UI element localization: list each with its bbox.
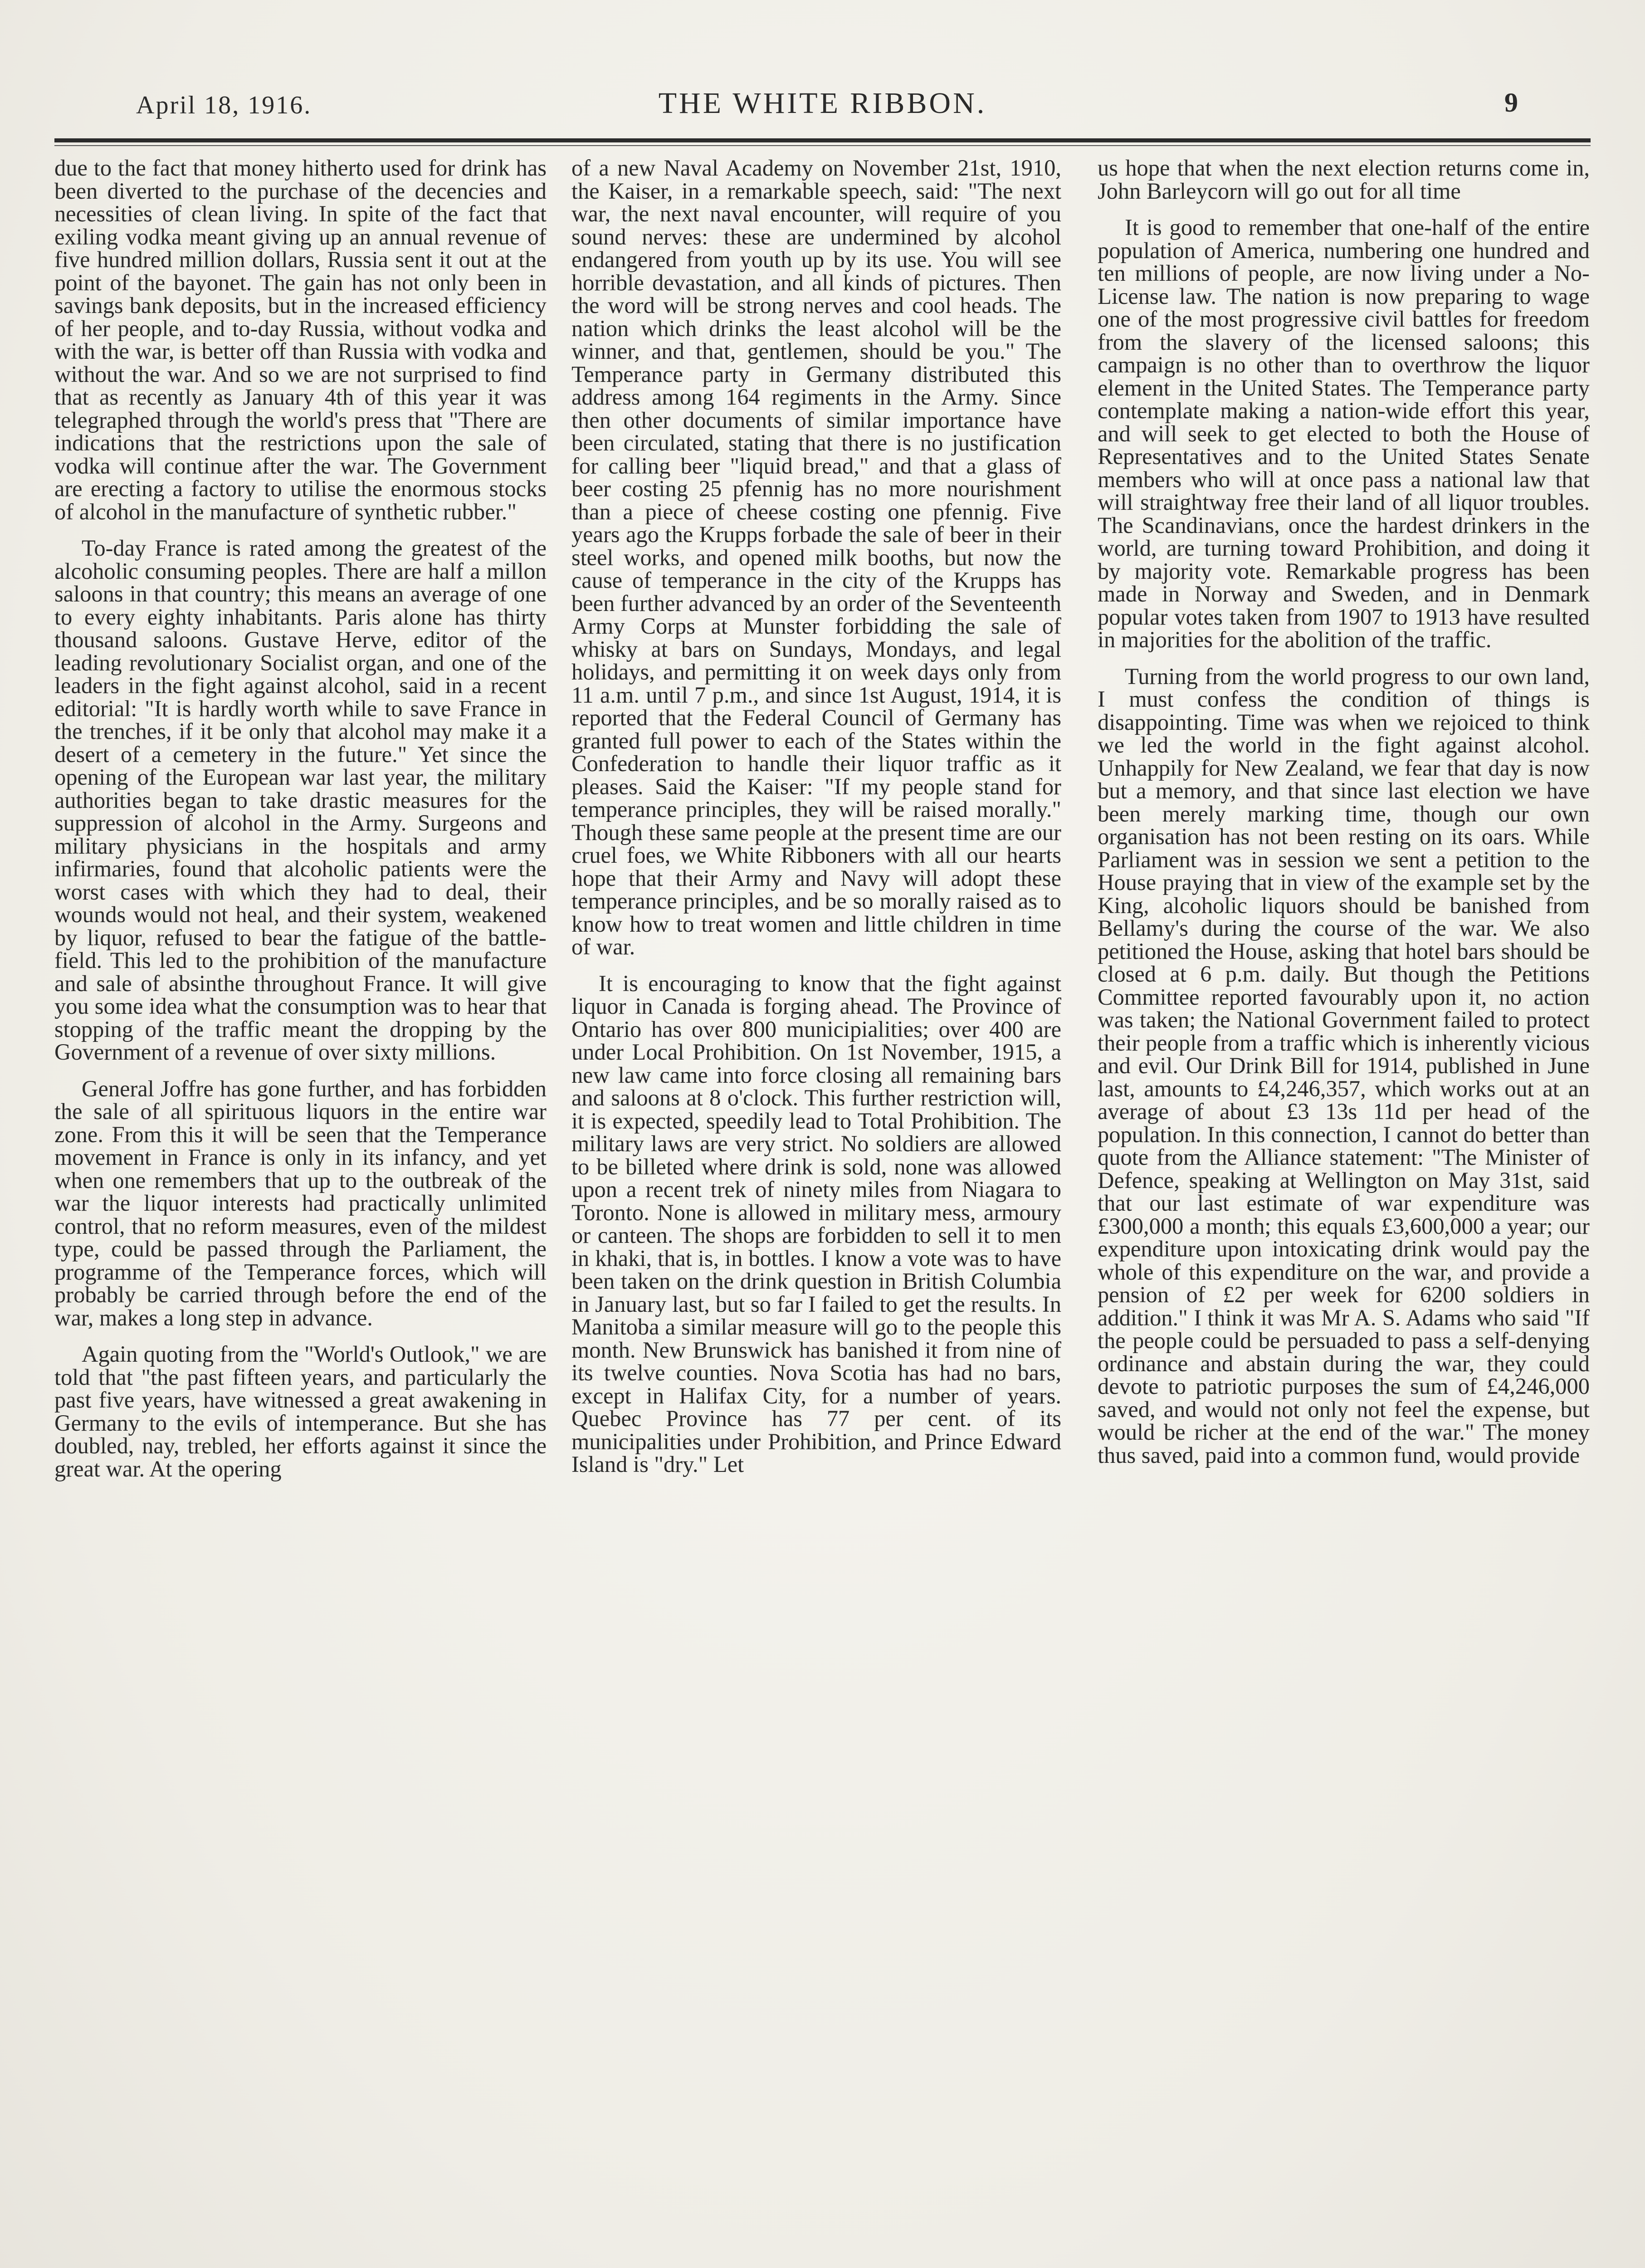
text-column-3: [1098, 156, 1590, 2268]
page-header: [54, 82, 1591, 132]
paragraph: General Joffre has gone further, and has forbidden the sale of all spirituous liquors in the entire war zone. From this it will be seen that the Temperance movement in France is only in its infancy, and yet when one remembers that up to the outbreak of the war the liquor interests had practically unlimited control, that no reform measures, even of the mildest type, could be passed through the Parliament, the programme of the Temperance forces, which will probably be carried through before the end of the war, makes a long step in advance.: [54, 1075, 547, 1330]
paragraph: It is encouraging to know that the fight against liquor in Canada is forging ahead. The Province of Ontario has over 800 municipialities; over 400 are under Local Prohibition. On 1st November, 1915, a new law came into force closing all remaining bars and saloons at 8 o'clock. This further restriction will, it is expected, speedily lead to Total Prohibition. The military laws are very strict. No soldiers are allowed to be billeted where drink is sold, none was allowed upon a recent trek of ninety miles from Niagara to Toronto. None is allowed in military mess, armoury or canteen. The shops are forbidden to sell it to men in khaki, that is, in bottles. I know a vote was to have been taken on the drink question in British Columbia in January last, but so far I failed to get the results. In Manitoba a similar measure will go to the people this month. New Brunswick has banished it from nine of its twelve counties. Nova Scotia has had no bars, except in Halifax City, for a number of years. Quebec Province has 77 per cent. of its municipalities under Prohibition, and Prince Edward Island is "dry." Let: [571, 970, 1061, 1477]
paragraph: us hope that when the next election returns come in, John Barleycorn will go out for all time: [1098, 156, 1590, 204]
paragraph: To-day France is rated among the greatest of the alcoholic consuming peoples. There are half a millon saloons in that country; this means an average of one to every eighty inhabitants. Paris alone has thirty thousand saloons. Gustave Herve, editor of the leading revolutionary Socialist organ, and one of the leaders in the fight against alcohol, said in a recent editorial: "It is hardly worth while to save France in the trenches, if it be only that alcohol may make it a desert of a cemetery in the future." Yet since the opening of the European war last year, the military authorities began to take drastic measures for the suppression of alcohol in the Army. Surgeons and military physicians in the hospitals and army infirmaries, found that alcoholic patients were the worst cases with which they had to deal, their wounds would not heal, and their system, weakened by liquor, refused to bear the fatigue of the battle-field. This led to the prohibition of the manufacture and sale of absinthe throughout France. It will give you some idea what the consumption was to hear that stopping of the traffic meant the dropping by the Government of a revenue of over sixty millions.: [54, 535, 547, 1065]
issue-date: April 18, 1916.: [136, 91, 312, 119]
text-column-1: [54, 156, 547, 2268]
paragraph: Turning from the world progress to our own land, I must confess the condition of things is disappointing. Time was when we rejoiced to think we led the world in the fight against alcohol. Unhappily for New Zealand, we fear that day is now but a memory, and that since last election we have been merely marking time, though our own organisation has not been resting on its oars. While Parliament was in session we sent a petition to the House praying that in view of the example set by the King, alcoholic liquors should be banished from Bellamy's during the course of the war. We also petitioned the House, asking that hotel bars should be closed at 6 p.m. daily. But though the Petitions Committee reported favourably upon it, no action was taken; the National Government failed to protect their people from a traffic which is inherently vicious and evil. Our Drink Bill for 1914, published in June last, amounts to £4,246,357, which works out at an average of about £3 13s 11d per head of the population. In this connection, I cannot do better than quote from the Alliance statement: "The Minister of Defence, speaking at Wellington on May 31st, said that our last estimate of war expenditure was £300,000 a month; this equals £3,600,000 a year; our expenditure upon intoxicating drink would pay the whole of this expenditure on the war, and provide a pension of £2 per week for 6200 soldiers in addition." I think it was Mr A. S. Adams who said "If the people could be persuaded to pass a self-denying ordinance and abstain during the war, they could devote to patriotic purposes the sum of £4,246,000 saved, and would not only not feel the expense, but would be richer at the end of the war." The money thus saved, paid into a common fund, would provide: [1098, 663, 1590, 1468]
paragraph: due to the fact that money hitherto used for drink has been diverted to the purchase of the decencies and necessities of clean living. In spite of the fact that exiling vodka meant giving up an annual revenue of five hundred million dollars, Russia sent it out at the point of the bayonet. The gain has not only been in savings bank deposits, but in the increased efficiency of her people, and to-day Russia, without vodka and with the war, is better off than Russia with vodka and without the war. And so we are not surprised to find that as recently as January 4th of this year it was telegraphed through the world's press that "There are indications that the restrictions upon the sale of vodka will continue after the war. The Government are erecting a factory to utilise the enormous stocks of alcohol in the manufacture of synthetic rubber.": [54, 156, 547, 524]
header-rule-thin: [54, 145, 1591, 146]
paragraph: of a new Naval Academy on November 21st, 1910, the Kaiser, in a remarkable speech, said: "The next war, the next naval encounter, will require of you sound nerves: these are undermined by alcohol endangered from youth up by its use. You will see horrible devastation, and all kinds of pictures. Then the word will be strong nerves and cool heads. The nation which drinks the least alcohol will be the winner, and that, gentlemen, should be you." The Temperance party in Germany distributed this address among 164 regiments in the Army. Since then other documents of similar importance have been circulated, stating that there is no justification for calling beer "liquid bread," and that a glass of beer costing 25 pfennig has no more nourishment than a piece of cheese costing one pfennig. Five years ago the Krupps forbade the sale of beer in their steel works, and opened milk booths, but now the cause of temperance in the city of the Krupps has been further advanced by an order of the Seventeenth Army Corps at Munster forbidding the sale of whisky at bars on Sundays, Mondays, and legal holidays, and permitting it on week days only from 11 a.m. until 7 p.m., and since 1st August, 1914, it is reported that the Federal Council of Germany has granted full power to each of the States within the Confederation to handle their liquor traffic as it pleases. Said the Kaiser: "If my people stand for temperance principles, they will be raised morally." Though these same people at the present time are our cruel foes, we White Ribboners with all our hearts hope that their Army and Navy will adopt these temperance principles, and be so morally raised as to know how to treat women and little children in time of war.: [571, 156, 1061, 959]
paragraph: Again quoting from the "World's Outlook," we are told that "the past fifteen years, and particularly the past five years, have witnessed a great awakening in Germany to the evils of intemperance. But she has doubled, nay, trebled, her efforts against it since the great war. At the opering: [54, 1341, 547, 1481]
paragraph: It is good to remember that one-half of the entire population of America, numbering one hundred and ten millions of people, are now living under a No-License law. The nation is now preparing to wage one of the most progressive civil battles for freedom from the slavery of the licensed saloons; this campaign is no other than to overthrow the liquor element in the United States. The Temperance party contemplate making a nation-wide effort this year, and will seek to get elected to both the House of Representatives and to the United States Senate members who will at once pass a national law that will straightway free their land of all liquor troubles. The Scandinavians, once the hardest drinkers in the world, are turning toward Prohibition, and doing it by majority vote. Remarkable progress has been made in Norway and Sweden, and in Denmark popular votes taken from 1907 to 1913 have resulted in majorities for the abolition of the traffic.: [1098, 215, 1590, 652]
header-rule: [54, 138, 1591, 142]
text-column-2: [571, 156, 1061, 2268]
page-number: 9: [1504, 88, 1518, 117]
publication-title: THE WHITE RIBBON.: [658, 87, 987, 120]
